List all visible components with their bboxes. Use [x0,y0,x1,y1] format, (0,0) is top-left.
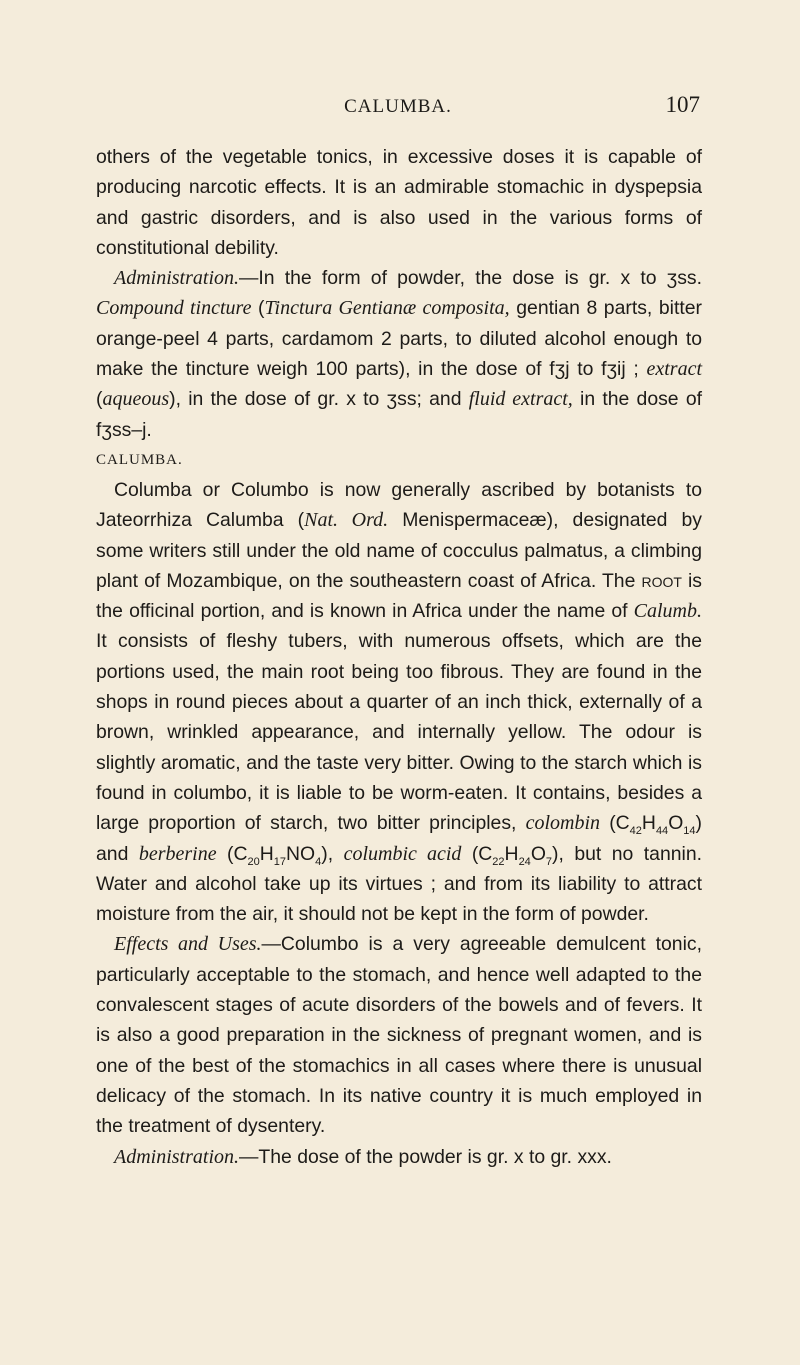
paragraph-administration-dose: Administration.—The dose of the powder is gr. x to gr. xxx. [114,1145,612,1168]
run-in-heading: Administration. [114,267,240,290]
paragraph-administration: Administration.—In the form of powder, the dose is gr. x to ʒss. Compound tincture (Tinctura Gentianæ composita, gentian 8 parts, bitter orange-peel 4 parts, cardamom 2 parts, to diluted alcohol enough to make the tincture weigh 100 parts), in the dose of fʒj to fʒij ; extract (aqueous), in the dose of gr. x to ʒss; and fluid extract, in the dose of fʒss–j. [96,267,702,441]
section-title: CALUMBA. [96,451,183,468]
paragraph-calumba-description: Columba or Columbo is now generally ascribed by botanists to Jateorrhiza Calumba (Nat. Ord. Menispermaceæ), designated by some writers still under the old name of cocculus palmatus, a climbing plant of Mozambique, on the southeastern coast of Africa. The root is the officinal portion, and is known in Africa under the name of Calumb. It consists of fleshy tubers, with numerous offsets, which are the portions used, the main root being too fibrous. They are found in the shops in round pieces about a quarter of an inch thick, externally of a brown, wrinkled appearance, and internally yellow. The odour is slightly aromatic, and the taste very bitter. Owing to the starch which is found in columbo, it is liable to be worm-eaten. It contains, besides a large proportion of starch, two bitter principles, colombin $(C_{42}H_{44}O_{14})$ and berberine $(C_{20}H_{17}NO_4)$, columbic acid $(C_{22}H_{24}O_7)$, but no tannin. Water and alcohol take up its virtues ; and from its liability to attract moisture from the air, it should not be kept in the form of powder. [96,478,702,926]
page-header [96,92,700,122]
run-in-heading: Effects and Uses. [114,933,262,956]
formula-columbic-acid: $(C_{22}H_{24}O_7)$, [461,842,564,868]
body-text [96,142,702,1172]
run-in-heading: Administration. [114,1145,240,1168]
paragraph-effects-and-uses: Effects and Uses.—Columbo is a very agreeable demulcent tonic, particularly acceptable to the stomach, and hence well adapted to the convalescent stages of acute disorders of the bowels and of fevers. It is also a good preparation in the sickness of pregnant women, and is one of the best of the stomachics in all cases where there is unusual delicacy of the stomach. In its native country it is much employed in the treatment of dysentery. [96,933,702,1138]
formula-colombin: $(C_{42}H_{44}O_{14})$ [600,812,702,838]
page-number: 107 [665,92,700,117]
running-title: CALUMBA. [344,96,452,117]
paragraph-continuation: others of the vegetable tonics, in excessive doses it is capable of producing narcotic effects. It is an admirable stomachic in dyspepsia and gastric disorders, and is also used in the various forms of constitutional debility. [96,146,702,259]
formula-berberine: $(C_{20}H_{17}NO_4)$, [216,842,334,868]
